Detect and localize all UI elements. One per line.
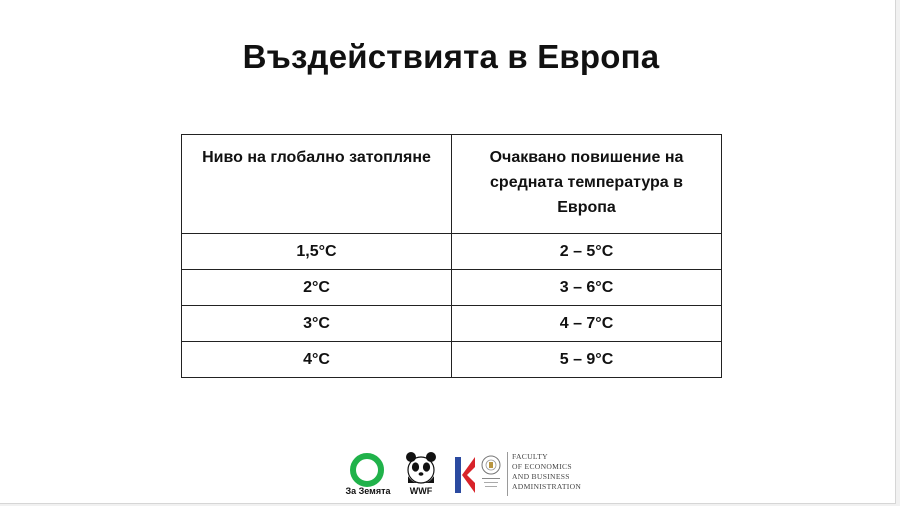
table-cell-global: 4°C: [182, 342, 452, 378]
table-cell-global: 3°C: [182, 306, 452, 342]
faculty-seal-icon: [480, 454, 502, 490]
faculty-line: ADMINISTRATION: [512, 482, 582, 491]
za-zemyata-label: За Земята: [345, 486, 391, 496]
table-cell-europe: 2 – 5°C: [452, 234, 722, 270]
table-cell-global: 2°C: [182, 270, 452, 306]
table-row: [182, 306, 722, 342]
table-header-row: [182, 135, 722, 234]
green-ring-icon: [350, 453, 384, 487]
faculty-name: [512, 452, 581, 492]
faculty-line: AND BUSINESS: [512, 472, 570, 481]
faculty-line: FACULTY: [512, 452, 548, 461]
table-row: [182, 234, 722, 270]
university-vertical-text: [446, 453, 452, 497]
faculty-logo: [480, 450, 600, 500]
slide-title: Въздействията в Европа: [242, 38, 660, 75]
table-row: [182, 342, 722, 378]
table-cell-europe: 3 – 6°C: [452, 270, 722, 306]
panda-icon: [404, 450, 438, 484]
faculty-line: OF ECONOMICS: [512, 462, 572, 471]
table-cell-europe: 4 – 7°C: [452, 306, 722, 342]
table-cell-global: 1,5°C: [182, 234, 452, 270]
table-row: [182, 270, 722, 306]
za-zemyata-logo: [340, 448, 398, 500]
table-header-europe-increase: Очаквано повишение на средната температура в Европа: [452, 135, 722, 234]
warming-impact-table: [181, 134, 722, 378]
table-cell-europe: 5 – 9°C: [452, 342, 722, 378]
faculty-divider: [507, 452, 508, 496]
university-k-icon: [453, 453, 477, 497]
partner-logos: [340, 448, 600, 500]
wwf-label: WWF: [409, 486, 433, 496]
table-header-global-warming: Ниво на глобално затопляне: [182, 135, 452, 234]
university-logo: [446, 451, 476, 499]
wwf-logo: [404, 450, 438, 500]
